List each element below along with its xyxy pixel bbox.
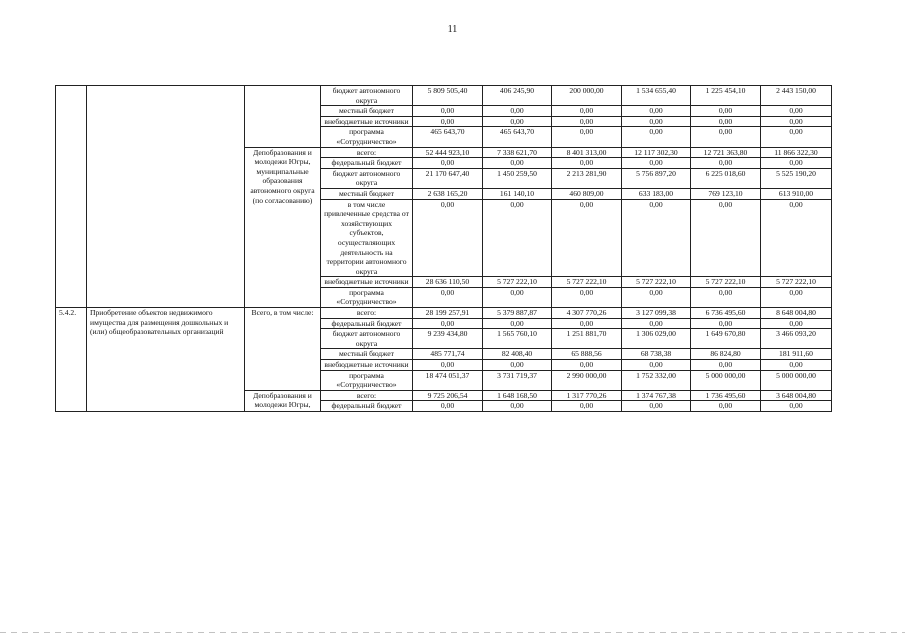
amount-cell: 0,00 — [552, 318, 622, 329]
funding-source: внебюджетные источники — [321, 360, 413, 371]
amount-cell: 0,00 — [761, 401, 832, 412]
amount-cell: 0,00 — [483, 158, 552, 169]
funding-source: внебюджетные источники — [321, 116, 413, 127]
amount-cell: 0,00 — [761, 116, 832, 127]
amount-cell: 0,00 — [691, 401, 761, 412]
amount-cell: 1 374 767,38 — [622, 390, 691, 401]
amount-cell: 0,00 — [483, 116, 552, 127]
amount-cell: 0,00 — [622, 318, 691, 329]
funding-source: федеральный бюджет — [321, 158, 413, 169]
row-number-cell — [56, 86, 87, 308]
amount-cell: 0,00 — [413, 116, 483, 127]
amount-cell: 5 727 222,10 — [622, 277, 691, 288]
amount-cell: 0,00 — [552, 106, 622, 117]
funding-source: программа «Сотрудничество» — [321, 127, 413, 147]
amount-cell: 460 809,00 — [552, 188, 622, 199]
amount-cell: 1 450 259,50 — [483, 168, 552, 188]
amount-cell: 0,00 — [691, 199, 761, 277]
amount-cell: 12 721 363,80 — [691, 147, 761, 158]
funding-source: бюджет автономного округа — [321, 329, 413, 349]
amount-cell: 2 443 150,00 — [761, 86, 832, 106]
amount-cell: 5 525 190,20 — [761, 168, 832, 188]
amount-cell: 3 466 093,20 — [761, 329, 832, 349]
budget-table — [55, 85, 832, 412]
amount-cell: 0,00 — [413, 199, 483, 277]
amount-cell: 200 000,00 — [552, 86, 622, 106]
amount-cell: 5 000 000,00 — [691, 370, 761, 390]
amount-cell: 3 648 004,80 — [761, 390, 832, 401]
funding-source: местный бюджет — [321, 106, 413, 117]
amount-cell: 0,00 — [761, 158, 832, 169]
amount-cell: 0,00 — [483, 360, 552, 371]
amount-cell: 485 771,74 — [413, 349, 483, 360]
funding-source: федеральный бюджет — [321, 318, 413, 329]
amount-cell: 0,00 — [691, 106, 761, 117]
amount-cell: 0,00 — [691, 318, 761, 329]
amount-cell: 0,00 — [761, 106, 832, 117]
amount-cell: 0,00 — [622, 199, 691, 277]
funding-source: бюджет автономного округа — [321, 168, 413, 188]
amount-cell: 0,00 — [761, 318, 832, 329]
amount-cell: 5 727 222,10 — [691, 277, 761, 288]
amount-cell: 1 736 495,60 — [691, 390, 761, 401]
amount-cell: 0,00 — [552, 116, 622, 127]
responsible-cell — [245, 86, 321, 148]
amount-cell: 65 888,56 — [552, 349, 622, 360]
amount-cell: 613 910,00 — [761, 188, 832, 199]
amount-cell: 5 379 887,87 — [483, 308, 552, 319]
amount-cell: 0,00 — [761, 287, 832, 307]
amount-cell: 0,00 — [483, 199, 552, 277]
funding-source: программа «Сотрудничество» — [321, 287, 413, 307]
funding-source: местный бюджет — [321, 349, 413, 360]
amount-cell: 5 727 222,10 — [552, 277, 622, 288]
amount-cell: 465 643,70 — [413, 127, 483, 147]
funding-source: всего: — [321, 390, 413, 401]
amount-cell: 0,00 — [622, 127, 691, 147]
amount-cell: 5 756 897,20 — [622, 168, 691, 188]
amount-cell: 9 239 434,80 — [413, 329, 483, 349]
amount-cell: 0,00 — [552, 360, 622, 371]
funding-source: программа «Сотрудничество» — [321, 370, 413, 390]
amount-cell: 8 648 004,80 — [761, 308, 832, 319]
responsible-executor: Депобразования и молодежи Югры, — [245, 390, 321, 411]
amount-cell: 161 140,10 — [483, 188, 552, 199]
amount-cell: 2 638 165,20 — [413, 188, 483, 199]
amount-cell: 68 738,38 — [622, 349, 691, 360]
amount-cell: 12 117 302,30 — [622, 147, 691, 158]
amount-cell: 1 225 454,10 — [691, 86, 761, 106]
amount-cell: 1 649 670,80 — [691, 329, 761, 349]
amount-cell: 0,00 — [761, 360, 832, 371]
funding-source: всего: — [321, 308, 413, 319]
amount-cell: 0,00 — [483, 106, 552, 117]
amount-cell: 2 990 000,00 — [552, 370, 622, 390]
amount-cell: 0,00 — [552, 287, 622, 307]
amount-cell: 0,00 — [622, 158, 691, 169]
amount-cell: 8 401 313,00 — [552, 147, 622, 158]
amount-cell: 6 736 495,60 — [691, 308, 761, 319]
amount-cell: 3 127 099,38 — [622, 308, 691, 319]
amount-cell: 1 752 332,00 — [622, 370, 691, 390]
amount-cell: 0,00 — [552, 158, 622, 169]
amount-cell: 5 809 505,40 — [413, 86, 483, 106]
amount-cell: 0,00 — [761, 127, 832, 147]
amount-cell: 0,00 — [552, 199, 622, 277]
amount-cell: 28 636 110,50 — [413, 277, 483, 288]
amount-cell: 52 444 923,10 — [413, 147, 483, 158]
amount-cell: 82 408,40 — [483, 349, 552, 360]
page-number: 11 — [447, 24, 458, 35]
amount-cell: 0,00 — [622, 360, 691, 371]
amount-cell: 0,00 — [413, 360, 483, 371]
amount-cell: 0,00 — [691, 360, 761, 371]
amount-cell: 5 000 000,00 — [761, 370, 832, 390]
amount-cell: 0,00 — [413, 401, 483, 412]
amount-cell: 21 170 647,40 — [413, 168, 483, 188]
amount-cell: 1 317 770,26 — [552, 390, 622, 401]
amount-cell: 0,00 — [413, 106, 483, 117]
amount-cell: 0,00 — [413, 158, 483, 169]
row-number: 5.4.2. — [56, 308, 87, 412]
amount-cell: 406 245,90 — [483, 86, 552, 106]
amount-cell: 1 251 881,70 — [552, 329, 622, 349]
amount-cell: 5 727 222,10 — [761, 277, 832, 288]
amount-cell: 0,00 — [761, 199, 832, 277]
amount-cell: 0,00 — [622, 401, 691, 412]
amount-cell: 86 824,80 — [691, 349, 761, 360]
amount-cell: 5 727 222,10 — [483, 277, 552, 288]
amount-cell: 1 306 029,00 — [622, 329, 691, 349]
funding-source: внебюджетные источники — [321, 277, 413, 288]
amount-cell: 769 123,10 — [691, 188, 761, 199]
activity-name: Приобретение объектов недвижимого имущества для размещения дошкольных и (или) общеобразовательных организаций — [87, 308, 245, 412]
amount-cell: 6 225 018,60 — [691, 168, 761, 188]
amount-cell: 0,00 — [622, 106, 691, 117]
amount-cell: 1 534 655,40 — [622, 86, 691, 106]
amount-cell: 0,00 — [691, 287, 761, 307]
amount-cell: 1 648 168,50 — [483, 390, 552, 401]
amount-cell: 0,00 — [691, 127, 761, 147]
amount-cell: 4 307 770,26 — [552, 308, 622, 319]
amount-cell: 0,00 — [691, 158, 761, 169]
table-row — [56, 86, 832, 106]
amount-cell: 2 213 281,90 — [552, 168, 622, 188]
responsible-executor: Депобразования и молодежи Югры, муниципальные образования автономного округа (по согласованию) — [245, 147, 321, 308]
amount-cell: 11 866 322,30 — [761, 147, 832, 158]
amount-cell: 0,00 — [622, 287, 691, 307]
amount-cell: 9 725 206,54 — [413, 390, 483, 401]
activity-name-cell — [87, 86, 245, 308]
scan-edge-artifact — [0, 632, 905, 633]
amount-cell: 181 911,60 — [761, 349, 832, 360]
funding-source: всего: — [321, 147, 413, 158]
amount-cell: 3 731 719,37 — [483, 370, 552, 390]
amount-cell: 633 183,00 — [622, 188, 691, 199]
amount-cell: 0,00 — [483, 401, 552, 412]
amount-cell: 0,00 — [691, 116, 761, 127]
amount-cell: 28 199 257,91 — [413, 308, 483, 319]
amount-cell: 0,00 — [552, 127, 622, 147]
amount-cell: 0,00 — [483, 287, 552, 307]
amount-cell: 0,00 — [413, 318, 483, 329]
amount-cell: 0,00 — [622, 116, 691, 127]
funding-source: федеральный бюджет — [321, 401, 413, 412]
funding-source: в том числе привлеченные средства от хозяйствующих субъектов, осуществляющих деятельность на территории автономного округа — [321, 199, 413, 277]
table-row — [56, 308, 832, 319]
amount-cell: 465 643,70 — [483, 127, 552, 147]
amount-cell: 18 474 051,37 — [413, 370, 483, 390]
funding-source: местный бюджет — [321, 188, 413, 199]
table-body — [56, 86, 832, 412]
amount-cell: 0,00 — [483, 318, 552, 329]
responsible-executor: Всего, в том числе: — [245, 308, 321, 391]
amount-cell: 0,00 — [413, 287, 483, 307]
amount-cell: 7 338 621,70 — [483, 147, 552, 158]
amount-cell: 0,00 — [552, 401, 622, 412]
funding-source: бюджет автономного округа — [321, 86, 413, 106]
amount-cell: 1 565 760,10 — [483, 329, 552, 349]
